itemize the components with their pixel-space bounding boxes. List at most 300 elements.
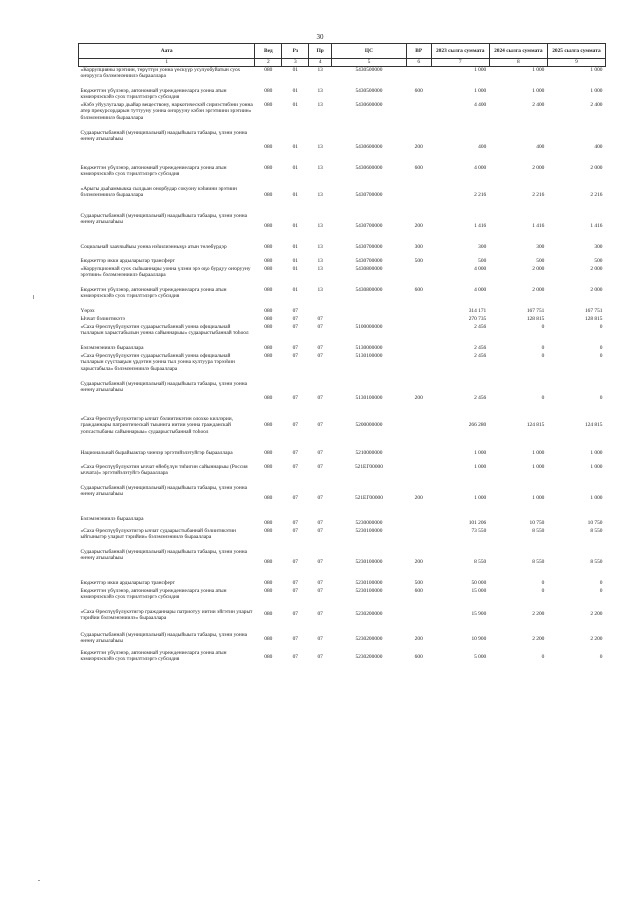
- table-cell-2023: 15 900: [471, 610, 487, 617]
- table-cell-rz: 07: [292, 449, 298, 456]
- table-cell-name: «Саха Өрөспүүбүлүкэтигэр гражданнары патриотуу иитии эйгэтин уларыт тэрийии бэлэмэнэниилэ» бырааллара: [80, 608, 253, 622]
- table-cell-cs: 521ЕГ00000: [354, 463, 383, 470]
- table-cell-vr: 200: [414, 143, 423, 150]
- table-cell-pr: 13: [317, 257, 323, 264]
- header-name: Аата: [79, 44, 255, 59]
- table-cell-2023: 101 206: [468, 519, 487, 526]
- table-cell-2024: 2 000: [532, 265, 545, 272]
- header-ved: Вед: [255, 44, 282, 59]
- table-cell-2025: 1 000: [590, 494, 603, 501]
- table-cell-2023: 2 456: [474, 344, 487, 351]
- table-cell-2024: 0: [541, 344, 545, 351]
- table-cell-2025: 0: [599, 653, 603, 660]
- table-cell-rz: 07: [292, 463, 298, 470]
- table-cell-2024: 2 000: [532, 164, 545, 171]
- table-cell-2024: 0: [541, 579, 545, 586]
- table-cell-2025: 2 000: [590, 265, 603, 272]
- table-cell-2025: 128 815: [584, 315, 603, 322]
- table-row: [79, 485, 606, 516]
- table-cell-pr: 13: [317, 164, 323, 171]
- table-cell-rz: 07: [292, 635, 298, 642]
- column-number: 8: [489, 59, 547, 67]
- table-cell-vr: 600: [414, 87, 423, 94]
- table-row: [79, 287, 606, 308]
- table-cell-vr: 200: [414, 394, 423, 401]
- header-cs: ЦС: [332, 44, 407, 59]
- table-cell-name: Ыччат бэлиитикэтэ: [80, 315, 125, 322]
- table-cell-rz: 07: [292, 323, 298, 330]
- table-cell-rz: 01: [292, 257, 298, 264]
- table-cell-pr: 07: [317, 527, 323, 534]
- column-number: 4: [309, 59, 332, 67]
- table-row: [79, 316, 606, 324]
- table-cell-2023: 4 000: [474, 286, 487, 293]
- table-cell-2023: 400: [478, 143, 487, 150]
- table-cell-name: Судаарыстыбаннай (муниципальнай) наадыйыыга табаары, үлэни уонна өҥөнү атыылаһыы: [80, 129, 247, 143]
- table-cell-pr: 07: [317, 421, 323, 428]
- table-cell-2023: 15 000: [471, 587, 487, 594]
- table-cell-rz: 07: [292, 344, 298, 351]
- table-cell-ved: 080: [264, 635, 273, 642]
- table-cell-2024: 0: [541, 653, 545, 660]
- table-cell-pr: 07: [317, 494, 323, 501]
- table-row: [79, 213, 606, 244]
- table-cell-cs: 5230200000: [355, 610, 383, 617]
- table-cell-2025: 167 751: [584, 307, 603, 314]
- table-cell-rz: 01: [292, 66, 298, 73]
- table-cell-rz: 07: [292, 610, 298, 617]
- table-row: [79, 88, 606, 102]
- header-2023: 2023 сылга суммата: [431, 44, 489, 59]
- table-cell-rz: 01: [292, 164, 298, 171]
- table-cell-cs: 5430700000: [355, 222, 383, 229]
- table-cell-name: Бюджеттэн үбүлэнэр, автономнай учреждениеларга уонна атын кэмиэрчэскэйэ суох тэрилтэлэргэ субсидия: [80, 164, 227, 178]
- table-cell-2023: 10 900: [471, 635, 487, 642]
- table-cell-2023: 300: [478, 243, 487, 250]
- table-cell-2024: 10 750: [529, 519, 545, 526]
- table-row: [79, 266, 606, 287]
- table-cell-pr: 07: [317, 635, 323, 642]
- table-cell-cs: 5430500000: [355, 66, 383, 73]
- table-cell-vr: [406, 316, 431, 324]
- table-cell-pr: 07: [317, 352, 323, 359]
- table-cell-2024: 300: [536, 243, 545, 250]
- table-cell-2024: 1 000: [532, 87, 545, 94]
- table-cell-name: Судаарыстыбаннай (муниципальнай) наадыйыыга табаары, үлэни уонна өҥөнү атыылаһыы: [80, 484, 247, 498]
- table-cell-ved: 080: [264, 101, 273, 108]
- table-cell-rz: 07: [292, 558, 298, 565]
- table-cell-2024: 2 200: [532, 610, 545, 617]
- table-cell-2024: 1 000: [532, 449, 545, 456]
- table-cell-pr: 07: [317, 579, 323, 586]
- table-cell-name: «Саха Өрөспүүбүлүкэтигэр ыччат бэлиитикэтин олохко киллэрии, гражданнары патриотическай тыыннга иитии уонна гражданскай уопсастыбаны сайыннарыы» судаарыстыбаннай тоһоол: [80, 415, 233, 435]
- table-cell-cs: 5230000000: [355, 519, 383, 526]
- table-cell-2024: 1 000: [532, 494, 545, 501]
- column-number-row: [79, 59, 606, 67]
- table-cell-pr: 13: [317, 243, 323, 250]
- table-cell-rz: 01: [292, 101, 298, 108]
- table-cell-2024: 1 000: [532, 66, 545, 73]
- table-cell-cs: 5130100000: [355, 394, 383, 401]
- table-cell-2023: 4 000: [474, 164, 487, 171]
- table-cell-name: «Кэбэ уйуулугалар дьайар веществону, наркотическэй сириэстибэни уонна атер прекурсордарын туттууну уонна оҥорууну кэбэн эргэтиини эрэтиин» бэлэмэнэниилэ бырааллара: [80, 101, 253, 121]
- table-cell-ved: 080: [264, 307, 273, 314]
- column-number: 3: [282, 59, 309, 67]
- table-row: [79, 549, 606, 580]
- table-row: [79, 632, 606, 650]
- table-cell-vr: [406, 464, 431, 485]
- table-cell-ved: 080: [264, 352, 273, 359]
- table-cell-pr: 13: [317, 265, 323, 272]
- table-cell-name: Бэлэмэнэниилэ бырааллара: [80, 344, 144, 351]
- table-cell-2023: 2 456: [474, 352, 487, 359]
- table-row: [79, 588, 606, 609]
- table-cell-name: «Саха Өрөспүүбүлүкэтин судаарыстыбаннай уонна официальнай тылларын сүүстааҕын үрдэтин уонна тыл уонна култуура тэрээһин харыстабыла» бэлэмэнэниилэ бырааллара: [80, 352, 235, 372]
- table-cell-vr: 500: [414, 579, 423, 586]
- header-2025: 2025 сылга суммата: [547, 44, 605, 59]
- table-cell-name: Судаарыстыбаннай (муниципальнай) наадыйыыга табаары, үлэни уонна өҥөнү атыылаһыы: [80, 212, 247, 226]
- table-cell-name: Бюджеттэн үбүлэнэр, автономнай учреждениеларга уонна атын кэмиэрчэскэйэ суох тэрилтэлэргэ субсидия: [80, 587, 227, 601]
- table-row: [79, 66, 606, 88]
- table-cell-rz: 07: [292, 494, 298, 501]
- table-cell-2025: 0: [599, 344, 603, 351]
- table-row: [79, 528, 606, 549]
- table-cell-2024: 0: [541, 352, 545, 359]
- table-cell-name: «Саха Өрөспүүбүлүкэтин ыччат өйөбүлүн тиһигин сайыннарыы (Россия ыччата)» эргэтийэлэтуйгэ бырааллара: [80, 463, 248, 477]
- table-cell-2023: 8 550: [474, 558, 487, 565]
- table-cell-name: Социальнай хааччыйыы уонна нэһилиэнньэҕэ атын төлөбүрдэр: [80, 243, 227, 250]
- table-cell-pr: 07: [317, 449, 323, 456]
- table-cell-pr: 07: [317, 519, 323, 526]
- table-cell-pr: 07: [317, 463, 323, 470]
- table-cell-ved: 080: [264, 243, 273, 250]
- table-cell-cs: 5430700000: [355, 257, 383, 264]
- table-cell-vr: 200: [414, 222, 423, 229]
- page-number: 30: [316, 33, 324, 41]
- table-cell-2025: 2 000: [590, 286, 603, 293]
- table-cell-ved: 080: [264, 257, 273, 264]
- table-cell-vr: [406, 186, 431, 213]
- table-cell-vr: [406, 66, 431, 88]
- table-cell-cs: 5430600000: [355, 101, 383, 108]
- table-cell-rz: 01: [292, 286, 298, 293]
- table-cell-2023: 500: [478, 257, 487, 264]
- table-cell-ved: 080: [264, 143, 273, 150]
- table-cell-vr: [406, 516, 431, 528]
- table-cell-2025: 300: [594, 243, 603, 250]
- table-cell-pr: 13: [317, 143, 323, 150]
- table-cell-cs: 5430700000: [355, 191, 383, 198]
- table-cell-vr: 500: [414, 257, 423, 264]
- table-cell-ved: 080: [264, 265, 273, 272]
- table-cell-2025: 8 550: [590, 558, 603, 565]
- table-cell-2025: 124 815: [584, 421, 603, 428]
- table-cell-ved: 080: [264, 222, 273, 229]
- table-cell-name: Бюджеттэр икки ардыларыгар трансферт: [80, 257, 175, 264]
- table-cell-ved: 080: [264, 494, 273, 501]
- table-cell-pr: [309, 308, 332, 316]
- table-cell-rz: 01: [292, 87, 298, 94]
- table-cell-name: «Коррупционнай суох сыһыаннары уонна үлэни эрэ оҕо бурдуу оҥорууну эрэтиин» бэлэмэнэниилэ бырааллара: [80, 265, 251, 279]
- table-cell-2023: 4 400: [474, 101, 487, 108]
- table-cell-2024: 1 000: [532, 463, 545, 470]
- table-cell-pr: 13: [317, 286, 323, 293]
- table-cell-name: Бюджеттэн үбүлэнэр, автономнай учреждениеларга уонна атын кэмиэрчэскэйэ суох тэрилтэлэргэ субсидия: [80, 87, 227, 101]
- table-row: [79, 381, 606, 416]
- table-cell-ved: 080: [264, 579, 273, 586]
- table-cell-2025: 10 750: [587, 519, 603, 526]
- table-cell-vr: 600: [414, 653, 423, 660]
- table-cell-vr: [406, 609, 431, 632]
- table-cell-2025: 8 550: [590, 527, 603, 534]
- table-cell-rz: 07: [292, 315, 298, 322]
- table-cell-pr: 13: [317, 101, 323, 108]
- table-cell-name: «Арыгы дьаһаммыкка сылдьан онорбудар сокуону кэһиини эрэтиин бэлэмэнэниилэ бырааллара: [80, 185, 237, 199]
- scan-mark: [33, 295, 34, 299]
- table-cell-cs: 5100000000: [355, 323, 383, 330]
- table-cell-2024: 167 751: [526, 307, 545, 314]
- table-cell-ved: 080: [264, 653, 273, 660]
- table-cell-cs: 5230200000: [355, 653, 383, 660]
- table-row: [79, 609, 606, 632]
- table-cell-vr: 600: [414, 587, 423, 594]
- table-cell-cs: 5200000000: [355, 421, 383, 428]
- table-cell-vr: [406, 353, 431, 381]
- table-row: [79, 516, 606, 528]
- table-cell-2025: 400: [594, 143, 603, 150]
- table-cell-ved: 080: [264, 286, 273, 293]
- table-cell-ved: 080: [264, 323, 273, 330]
- table-cell-2023: 270 735: [468, 315, 487, 322]
- table-cell-ved: 080: [264, 449, 273, 456]
- table-cell-ved: 080: [264, 610, 273, 617]
- table-cell-name: «Саха Өрөспүүбүлүкэтин судаарыстыбаннай уонна официальнай тылларын харыстабылын уонна сайыннарыы» судаарыстыбаннай тоһоол: [80, 323, 249, 337]
- table-cell-pr: 07: [317, 394, 323, 401]
- table-cell-pr: 07: [317, 653, 323, 660]
- table-cell-ved: 080: [264, 558, 273, 565]
- table-cell-2023: 1 000: [474, 87, 487, 94]
- header-rz: Рз: [282, 44, 309, 59]
- table-row: [79, 102, 606, 130]
- table-cell-ved: 080: [264, 87, 273, 94]
- column-number: 1: [79, 59, 255, 67]
- table-row: [79, 353, 606, 381]
- table-cell-2024: 2 000: [532, 286, 545, 293]
- table-cell-rz: 07: [292, 421, 298, 428]
- table-cell-vr: 200: [414, 494, 423, 501]
- table-cell-2023: 2 216: [474, 191, 487, 198]
- table-cell-name: «Коррупцияны эрэтиин, төрүттүн уонна үөскүүр усулуобуйатын суох оҥорууга бэлэмэнэниилэ бырааллара: [80, 66, 241, 80]
- scan-mark: [38, 880, 40, 881]
- table-cell-name: Бэлэмэнэниилэ бырааллара: [80, 515, 144, 522]
- table-cell-2025: 1 416: [590, 222, 603, 229]
- table-row: [79, 464, 606, 485]
- table-cell-2025: 2 216: [590, 191, 603, 198]
- table-cell-cs: 5430600000: [355, 143, 383, 150]
- column-number: 9: [547, 59, 605, 67]
- table-cell-vr: [406, 528, 431, 549]
- table-cell-cs: 5230100000: [355, 558, 383, 565]
- table-cell-2023: 1 000: [474, 66, 487, 73]
- table-cell-rz: 07: [292, 587, 298, 594]
- table-cell-2024: 0: [541, 587, 545, 594]
- header-row: [79, 44, 606, 59]
- table-cell-2025: 1 000: [590, 87, 603, 94]
- table-cell-2025: 1 000: [590, 66, 603, 73]
- table-cell-name: Бюджеттэн үбүлэнэр, автономнай учреждениеларга уонна атын кэмиэрчэскэйэ суох тэрилтэлэргэ субсидия: [80, 649, 227, 663]
- table-cell-2023: 5 000: [474, 653, 487, 660]
- header-pr: Пр: [309, 44, 332, 59]
- table-cell-vr: 200: [414, 635, 423, 642]
- table-cell-vr: [406, 450, 431, 464]
- column-number: 2: [255, 59, 282, 67]
- table-cell-2024: 8 550: [532, 558, 545, 565]
- table-cell-2023: 2 456: [474, 394, 487, 401]
- table-cell-2025: 2 400: [590, 101, 603, 108]
- table-cell-ved: 080: [264, 587, 273, 594]
- table-cell-cs: 5210000000: [355, 449, 383, 456]
- header-2024: 2024 сылга суммата: [489, 44, 547, 59]
- table-cell-pr: 13: [317, 222, 323, 229]
- table-cell-name: «Саха Өрөспүүбүлүкэтигэр ыччат судаарыстыбаннай бэлиитикэтин ыйгыныгэр уларыт тэрийии» бэлэмэнэниилэ бырааллара: [80, 527, 237, 541]
- table-cell-ved: 080: [264, 421, 273, 428]
- table-cell-cs: 5430500000: [355, 87, 383, 94]
- table-cell-vr: [406, 266, 431, 287]
- table-cell-ved: 080: [264, 463, 273, 470]
- table-cell-vr: [406, 308, 431, 316]
- table-cell-pr: 13: [317, 191, 323, 198]
- table-cell-2025: 0: [599, 587, 603, 594]
- table-cell-2025: 2 200: [590, 610, 603, 617]
- table-cell-name: Судаарыстыбаннай (муниципальнай) наадыйыыга табаары, үлэни уонна өҥөнү атыылаһыы: [80, 380, 247, 394]
- table-cell-pr: 07: [317, 610, 323, 617]
- table-cell-2025: 1 000: [590, 463, 603, 470]
- table-cell-rz: 01: [292, 265, 298, 272]
- table-cell-name: Бюджеттэр икки ардыларыгар трансферт: [80, 579, 175, 586]
- table-cell-rz: 01: [292, 243, 298, 250]
- table-cell-cs: [332, 308, 407, 316]
- column-number: 7: [431, 59, 489, 67]
- table-cell-2025: 0: [599, 352, 603, 359]
- budget-table: [78, 43, 606, 675]
- table-cell-vr: [406, 345, 431, 353]
- table-cell-ved: 080: [264, 344, 273, 351]
- table-cell-name: Судаарыстыбаннай (муниципальнай) наадыйыыга табаары, үлэни уонна өҥөнү атыылаһыы: [80, 548, 247, 562]
- table-cell-cs: [332, 316, 407, 324]
- table-cell-rz: 01: [292, 143, 298, 150]
- table-row: [79, 186, 606, 213]
- table-cell-vr: 200: [414, 558, 423, 565]
- table-cell-pr: 13: [317, 66, 323, 73]
- table-row: [79, 450, 606, 464]
- table-cell-2023: 266 280: [468, 421, 487, 428]
- table-cell-2024: 124 815: [526, 421, 545, 428]
- table-cell-rz: 01: [292, 222, 298, 229]
- table-cell-pr: 07: [317, 315, 323, 322]
- table-cell-name: Национальнай бырайыактар чинчэр эргэтийэлэтуйгэр бырааллара: [80, 449, 233, 456]
- table-body: [79, 66, 606, 675]
- table-cell-cs: 5230100000: [355, 527, 383, 534]
- table-cell-2024: 128 815: [526, 315, 545, 322]
- table-cell-2023: 1 000: [474, 463, 487, 470]
- table-row: [79, 130, 606, 165]
- table-cell-2023: 50 000: [471, 579, 487, 586]
- table-cell-2025: 500: [594, 257, 603, 264]
- table-cell-ved: 080: [264, 519, 273, 526]
- table-cell-cs: 5430800000: [355, 265, 383, 272]
- table-row: [79, 345, 606, 353]
- table-row: [79, 650, 606, 675]
- table-cell-2023: 73 550: [471, 527, 487, 534]
- table-cell-rz: 01: [292, 191, 298, 198]
- table-cell-ved: 080: [264, 315, 273, 322]
- table-cell-rz: 07: [292, 519, 298, 526]
- table-row: [79, 258, 606, 266]
- table-cell-2025: 0: [599, 394, 603, 401]
- table-cell-ved: 080: [264, 191, 273, 198]
- table-cell-cs: 521ЕГ00000: [354, 494, 383, 501]
- header-vr: ВР: [406, 44, 431, 59]
- table-cell-rz: 07: [292, 653, 298, 660]
- table-cell-2025: 2 200: [590, 635, 603, 642]
- table-cell-rz: 07: [292, 527, 298, 534]
- table-cell-vr: 300: [414, 243, 423, 250]
- table-row: [79, 580, 606, 588]
- table-cell-2023: 314 171: [468, 307, 487, 314]
- column-number: 6: [406, 59, 431, 67]
- table-cell-pr: 07: [317, 323, 323, 330]
- table-cell-pr: 07: [317, 344, 323, 351]
- table-cell-2023: 1 000: [474, 449, 487, 456]
- table-cell-cs: 5230200000: [355, 635, 383, 642]
- table-cell-2024: 0: [541, 394, 545, 401]
- table-cell-2024: 1 416: [532, 222, 545, 229]
- table-cell-2025: 1 000: [590, 449, 603, 456]
- table-cell-cs: 5430800000: [355, 286, 383, 293]
- table-row: [79, 416, 606, 450]
- table-cell-ved: 080: [264, 527, 273, 534]
- table-cell-2025: 2 000: [590, 164, 603, 171]
- table-cell-cs: 5230100000: [355, 587, 383, 594]
- table-cell-name: Үөрэх: [80, 307, 95, 314]
- table-cell-rz: 07: [292, 394, 298, 401]
- table-cell-cs: 5430700000: [355, 243, 383, 250]
- table-cell-ved: 080: [264, 394, 273, 401]
- table-cell-cs: 5230100000: [355, 579, 383, 586]
- table-cell-rz: 07: [292, 352, 298, 359]
- table-cell-vr: [406, 102, 431, 130]
- table-cell-2024: 2 216: [532, 191, 545, 198]
- table-row: [79, 324, 606, 345]
- table-row: [79, 244, 606, 258]
- table-cell-2024: 2 400: [532, 101, 545, 108]
- table-cell-rz: 07: [292, 307, 298, 314]
- table-cell-2025: 0: [599, 323, 603, 330]
- table-cell-2024: 2 200: [532, 635, 545, 642]
- table-cell-name: Бюджеттэн үбүлэнэр, автономнай учреждениеларга уонна атын кэмиэрчэскэйэ суох тэрилтэлэргэ субсидия: [80, 286, 227, 300]
- table-cell-2024: 500: [536, 257, 545, 264]
- table-cell-2023: 4 000: [474, 265, 487, 272]
- table-cell-2023: 1 000: [474, 494, 487, 501]
- column-number: 5: [332, 59, 407, 67]
- table-cell-vr: 600: [414, 164, 423, 171]
- table-cell-2024: 0: [541, 323, 545, 330]
- table-cell-cs: 5130100000: [355, 352, 383, 359]
- table-cell-2023: 2 456: [474, 323, 487, 330]
- table-cell-pr: 13: [317, 87, 323, 94]
- table-cell-vr: 600: [414, 286, 423, 293]
- table-row: [79, 308, 606, 316]
